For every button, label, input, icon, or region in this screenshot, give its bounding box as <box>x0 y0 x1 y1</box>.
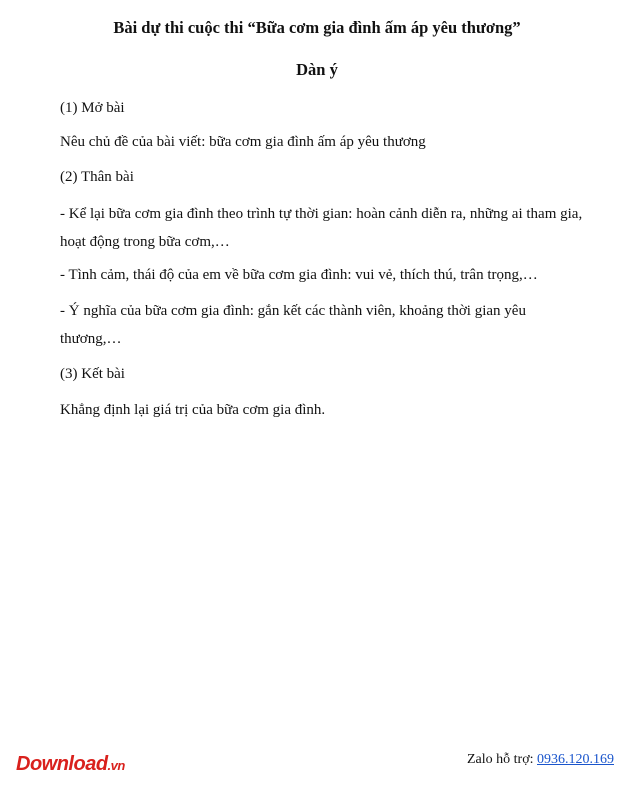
paragraph-body-3: - Ý nghĩa của bữa cơm gia đình: gắn kết các thành viên, khoảng thời gian yêu thương,… <box>60 303 526 347</box>
document-title: Bài dự thi cuộc thi “Bữa cơm gia đình ấm áp yêu thương” <box>113 18 521 37</box>
download-vn-logo[interactable] <box>16 753 125 776</box>
paragraph-body-2: - Tình cảm, thái độ của em về bữa cơm gia đình: vui vẻ, thích thú, trân trọng,… <box>60 267 538 283</box>
logo-main-text: Download <box>16 753 108 775</box>
paragraph-intro: Nêu chủ đề của bài viết: bữa cơm gia đình ấm áp yêu thương <box>60 134 426 150</box>
support-label: Zalo hỗ trợ: <box>467 752 537 767</box>
paragraph-conclusion: Khẳng định lại giá trị của bữa cơm gia đình. <box>60 402 326 418</box>
logo-tld-text: .vn <box>107 758 125 773</box>
section-heading-conclusion: (3) Kết bài <box>60 366 125 382</box>
zalo-support <box>467 752 614 768</box>
document-subtitle: Dàn ý <box>296 60 338 79</box>
section-heading-intro: (1) Mở bài <box>60 100 125 116</box>
paragraph-body-1: - Kể lại bữa cơm gia đình theo trình tự thời gian: hoàn cảnh diễn ra, những ai tham gia, hoạt động trong bữa cơm,… <box>60 206 583 250</box>
section-heading-body: (2) Thân bài <box>60 169 134 185</box>
support-phone-link[interactable]: 0936.120.169 <box>537 752 614 767</box>
